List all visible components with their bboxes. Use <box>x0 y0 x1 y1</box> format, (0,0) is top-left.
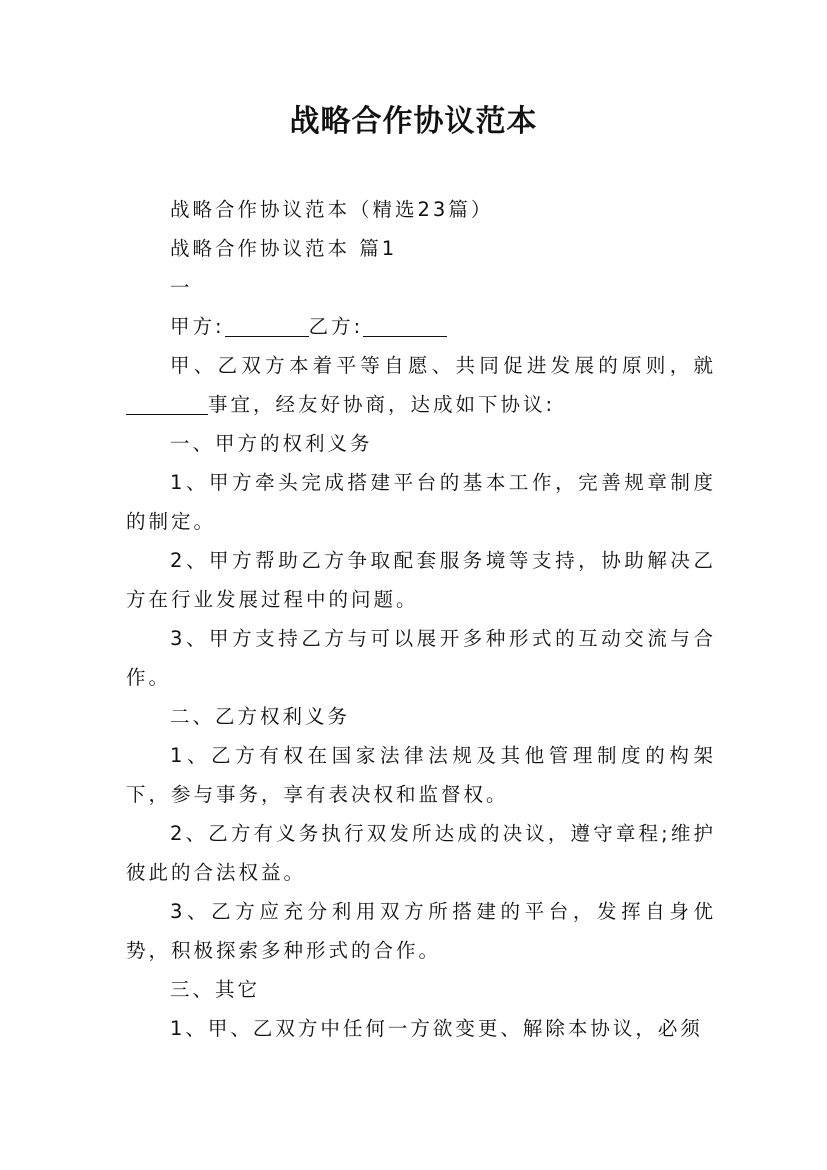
section1-item1: 1、甲方牵头完成搭建平台的基本工作，完善规章制度的制定。 <box>126 471 716 533</box>
section2-item2: 2、乙方有义务执行双发所达成的决议，遵守章程;维护彼此的合法权益。 <box>126 822 716 884</box>
party-a-label: 甲方: <box>170 315 225 338</box>
intro-text-part1: 甲、乙双方本着平等自愿、共同促进发展的原则，就 <box>170 354 716 377</box>
intro-paragraph <box>126 346 716 424</box>
section1-heading: 一、甲方的权利义务 <box>170 432 373 455</box>
document-title: 战略合作协议范本 <box>289 104 538 139</box>
document-subtitle: 战略合作协议范本（精选23篇） <box>170 198 494 221</box>
section2-item1: 1、乙方有权在国家法律法规及其他管理制度的构架下，参与事务，享有表决权和监督权。 <box>126 744 716 806</box>
document-body <box>126 190 716 1048</box>
section1-item2: 2、甲方帮助乙方争取配套服务境等支持，协助解决乙方在行业发展过程中的问题。 <box>126 549 716 611</box>
party-line <box>126 307 716 346</box>
section1-item3: 3、甲方支持乙方与可以展开多种形式的互动交流与合作。 <box>126 627 716 689</box>
chapter-heading: 战略合作协议范本 篇1 <box>170 237 398 260</box>
intro-text-part2: 事宜，经友好协商，达成如下协议: <box>208 393 556 416</box>
section2-item3: 3、乙方应充分利用双方所搭建的平台，发挥自身优势，积极探索多种形式的合作。 <box>126 900 716 962</box>
matter-blank <box>126 392 208 415</box>
section3-heading: 三、其它 <box>170 978 261 1001</box>
section2-heading: 二、乙方权利义务 <box>170 705 351 728</box>
party-b-label: 乙方: <box>308 315 364 338</box>
section-marker: 一 <box>170 276 193 299</box>
party-b-blank <box>363 314 447 337</box>
party-a-blank <box>225 314 309 337</box>
section3-item1: 1、甲、乙双方中任何一方欲变更、解除本协议，必须 <box>170 1017 703 1040</box>
